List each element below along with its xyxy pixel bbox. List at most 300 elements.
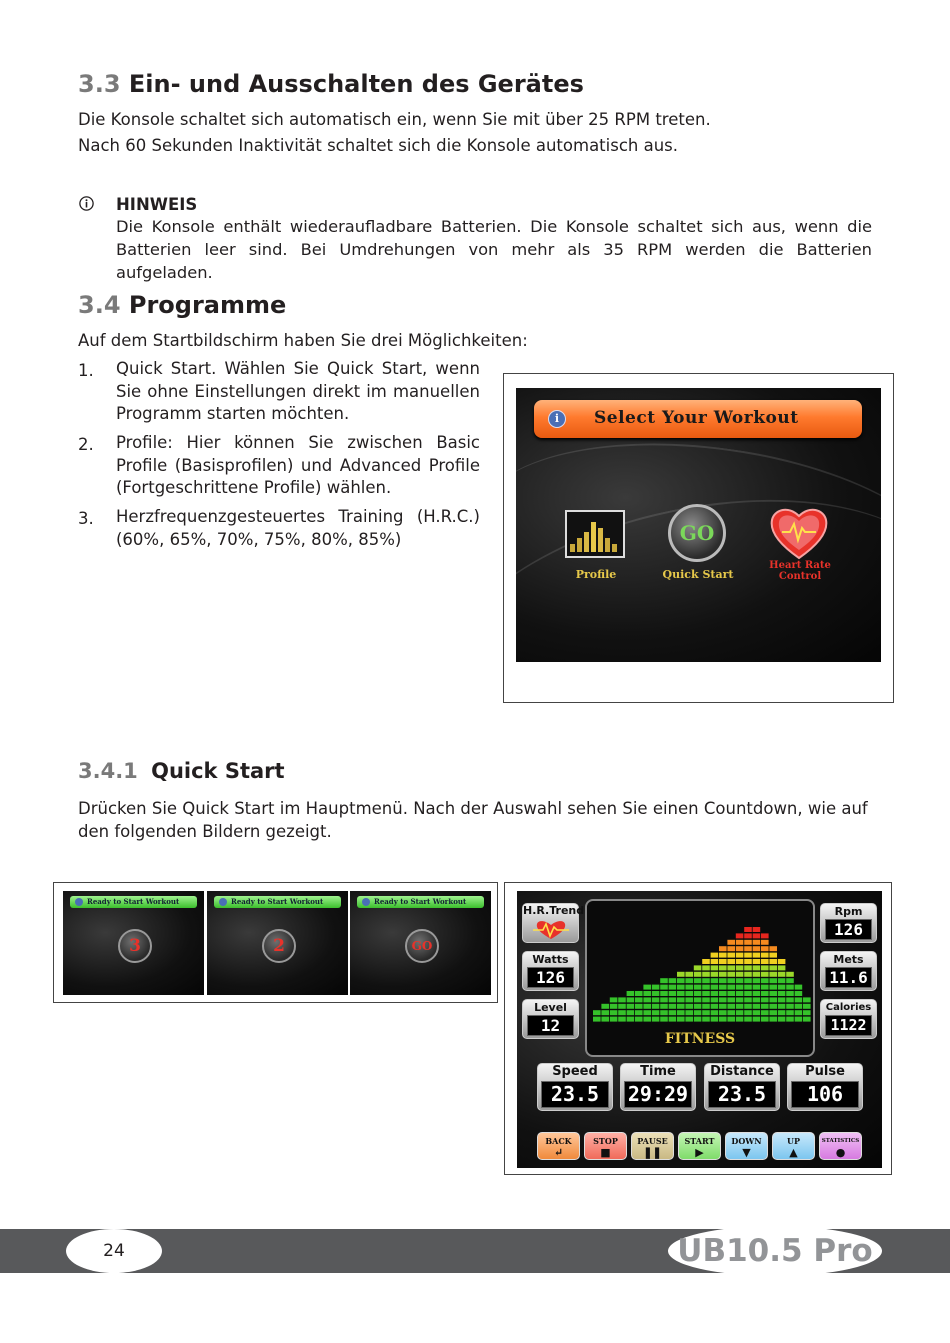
countdown-value: GO (405, 929, 439, 963)
profile-bar-segment (778, 1010, 786, 1015)
profile-bar-segment (761, 1017, 769, 1022)
profile-bar-segment (795, 997, 803, 1002)
mets-panel (820, 951, 877, 991)
profile-bar-segment (669, 991, 677, 996)
profile-bar-graph (587, 901, 813, 1029)
profile-bar-segment (660, 978, 668, 983)
profile-bar-segment (795, 991, 803, 996)
heart-icon (770, 506, 828, 564)
speed-label: Speed (537, 1063, 613, 1111)
countdown-value: 3 (118, 929, 152, 963)
ready-bar (70, 896, 197, 908)
profile-bar-segment (736, 978, 744, 983)
profile-bar-segment (778, 972, 786, 977)
start-label: START (684, 1136, 715, 1146)
watts-label: Watts (522, 951, 579, 991)
time-label: Time (620, 1063, 696, 1111)
profile-bar-segment (769, 1017, 777, 1022)
profile-bar-segment (786, 997, 794, 1002)
section-text: Drücken Sie Quick Start im Hauptmenü. Nach der Auswahl sehen Sie einen Countdown, wie auf den folgenden Bildern gezeigt. (78, 799, 868, 841)
profile-bar-segment (786, 1004, 794, 1009)
statistics-button[interactable] (819, 1132, 862, 1160)
page-number: 24 (103, 1241, 125, 1261)
profile-bar-segment (744, 965, 752, 970)
profile-bar-segment (803, 1017, 811, 1022)
distance-value: 23.5 (708, 1081, 776, 1108)
profile-bar-segment (694, 997, 702, 1002)
program-list (78, 358, 480, 558)
header-bar (534, 400, 862, 438)
profile-bar-segment (618, 1010, 626, 1015)
profile-bar-segment (627, 1017, 635, 1022)
profile-bar-segment (727, 959, 735, 964)
profile-bar-segment (652, 1017, 660, 1022)
profile-bar-segment (677, 1010, 685, 1015)
profile-option[interactable] (564, 508, 628, 586)
section-title: Quick Start (151, 759, 285, 783)
profile-bar-segment (744, 972, 752, 977)
profile-bar-segment (660, 997, 668, 1002)
profile-bar-segment (635, 1017, 643, 1022)
profile-bar-segment (736, 1004, 744, 1009)
profile-bar-segment (669, 978, 677, 983)
profile-bar-segment (736, 972, 744, 977)
profile-bar-segment (593, 1010, 601, 1015)
countdown-screen (350, 891, 491, 995)
profile-bar-segment (685, 1017, 693, 1022)
section-number: 3.4.1 (78, 759, 138, 783)
profile-bar-segment (786, 1010, 794, 1015)
profile-bar-segment (761, 1010, 769, 1015)
bar-chart-icon (565, 510, 625, 558)
distance-panel (704, 1063, 780, 1111)
profile-bar-segment (643, 1004, 651, 1009)
profile-bar-segment (702, 972, 710, 977)
level-panel (522, 999, 579, 1039)
profile-bar-segment (694, 991, 702, 996)
profile-bar-segment (761, 972, 769, 977)
profile-bar-segment (761, 953, 769, 958)
profile-bar-segment (635, 997, 643, 1002)
list-number: 3. (78, 509, 94, 528)
workout-screen (516, 388, 881, 662)
profile-bar-segment (744, 953, 752, 958)
profile-bar-segment (736, 985, 744, 990)
profile-bar-segment (753, 1004, 761, 1009)
up-label: UP (787, 1136, 800, 1146)
quick-start-label: Quick Start (662, 568, 734, 581)
profile-bar-segment (795, 1010, 803, 1015)
down-button[interactable] (725, 1132, 768, 1160)
profile-bar-segment (727, 972, 735, 977)
profile-bar-segment (736, 997, 744, 1002)
profile-bar-segment (702, 1010, 710, 1015)
profile-bar-segment (635, 1010, 643, 1015)
rpm-value: 126 (825, 919, 872, 940)
profile-bar-segment (753, 940, 761, 945)
watts-value: 126 (527, 967, 574, 988)
profile-bar-segment (736, 933, 744, 938)
profile-bar-segment (711, 965, 719, 970)
profile-bar-segment (744, 1010, 752, 1015)
stop-button[interactable] (584, 1132, 627, 1160)
note-text: Die Konsole enthält wiederaufladbare Batterien. Die Konsole schaltet sich aus, wenn die Batterien leer sind. Bei Umdrehungen von mehr als 35 RPM werden die Batterien aufgeladen. (116, 217, 872, 282)
profile-bar-segment (736, 953, 744, 958)
profile-bar-segment (669, 997, 677, 1002)
ready-text: Ready to Start Workout (231, 897, 324, 906)
profile-bar-segment (769, 997, 777, 1002)
profile-bar-segment (727, 965, 735, 970)
paragraph: Nach 60 Sekunden Inaktivität schaltet sich die Konsole automatisch aus. (78, 136, 679, 155)
profile-bar-segment (694, 978, 702, 983)
profile-bar-segment (618, 1004, 626, 1009)
profile-bar-segment (643, 997, 651, 1002)
profile-bar-segment (753, 1017, 761, 1022)
profile-bar-segment (702, 991, 710, 996)
profile-bar-segment (744, 959, 752, 964)
heart-rate-control-option[interactable] (758, 506, 842, 586)
profile-bar-segment (761, 933, 769, 938)
watts-panel (522, 951, 579, 991)
profile-bar-segment (652, 1004, 660, 1009)
profile-bar-segment (727, 946, 735, 951)
profile-bar-segment (727, 1017, 735, 1022)
countdown-screen (207, 891, 348, 995)
profile-bar-segment (610, 997, 618, 1002)
profile-bar-segment (711, 978, 719, 983)
note-heading: HINWEIS (116, 195, 198, 214)
profile-bar-segment (786, 978, 794, 983)
pulse-label: Pulse (787, 1063, 863, 1111)
back-button[interactable] (537, 1132, 580, 1160)
stop-label: STOP (593, 1136, 618, 1146)
profile-bar-segment (778, 997, 786, 1002)
profile-bar-segment (652, 997, 660, 1002)
profile-bar-segment (669, 1004, 677, 1009)
paragraph: Die Konsole schaltet sich automatisch ein, wenn Sie mit über 25 RPM treten. (78, 110, 711, 129)
profile-bar-segment (803, 1010, 811, 1015)
program-name: FITNESS (664, 1031, 736, 1047)
statistics-icon: ● (835, 1146, 846, 1159)
profile-bar-segment (711, 985, 719, 990)
heart-rate-icon (531, 920, 571, 943)
profile-bar-segment (719, 965, 727, 970)
profile-bar-segment (778, 959, 786, 964)
profile-bar-segment (727, 1004, 735, 1009)
profile-bar-segment (711, 972, 719, 977)
heart-rate-control-label: Heart Rate Control (769, 560, 831, 582)
list-text: Profile: Hier können Sie zwischen Basic Profile (Basisprofilen) und Advanced Profile (Fortgeschrittene Profile) wählen. (116, 433, 480, 497)
countdown-frame (53, 882, 498, 1003)
profile-bar-segment (761, 946, 769, 951)
calories-label: Calories (820, 999, 877, 1039)
up-button[interactable] (772, 1132, 815, 1160)
workout-screen-frame (503, 373, 894, 703)
profile-bar-segment (761, 1004, 769, 1009)
profile-bar-segment (601, 1017, 609, 1022)
profile-display (585, 899, 815, 1057)
profile-bar-segment (744, 991, 752, 996)
level-value: 12 (527, 1015, 574, 1036)
profile-bar-segment (652, 985, 660, 990)
section-3-4-heading (78, 291, 286, 319)
profile-bar-segment (635, 1004, 643, 1009)
pause-button[interactable] (631, 1132, 674, 1160)
profile-bar-segment (736, 1017, 744, 1022)
profile-bar-segment (744, 940, 752, 945)
profile-bar-segment (610, 1017, 618, 1022)
countdown-value: 2 (262, 929, 296, 963)
profile-bar-segment (753, 997, 761, 1002)
section-number: 3.4 (78, 291, 121, 319)
dashboard-screen (517, 891, 882, 1168)
profile-bar-segment (744, 1004, 752, 1009)
info-icon (75, 898, 83, 906)
list-number: 2. (78, 435, 94, 454)
back-arrow-icon: ↵ (553, 1146, 564, 1159)
profile-bar-segment (677, 1004, 685, 1009)
profile-bar-segment (719, 997, 727, 1002)
profile-bar-segment (761, 991, 769, 996)
mets-label: Mets (820, 951, 877, 991)
profile-bar-segment (778, 1017, 786, 1022)
quick-start-option[interactable] (656, 502, 740, 586)
profile-bar-segment (719, 991, 727, 996)
profile-bar-segment (753, 991, 761, 996)
profile-bar-segment (803, 1004, 811, 1009)
profile-bar-segment (694, 1004, 702, 1009)
profile-bar-segment (652, 991, 660, 996)
profile-bar-segment (711, 959, 719, 964)
profile-bar-segment (736, 991, 744, 996)
list-text: Quick Start. Wählen Sie Quick Start, wenn Sie ohne Einstellungen direkt im manuellen Programm starten möchten. (116, 359, 480, 423)
profile-bar-segment (685, 997, 693, 1002)
level-label: Level (522, 999, 579, 1039)
profile-bar-segment (643, 1017, 651, 1022)
profile-bar-segment (677, 997, 685, 1002)
section-title: Programme (128, 291, 287, 319)
go-button-icon: GO (668, 504, 726, 562)
profile-bar-segment (769, 946, 777, 951)
profile-bar-segment (694, 965, 702, 970)
down-arrow-icon: ▼ (742, 1146, 751, 1159)
profile-bar-segment (753, 953, 761, 958)
profile-bar-segment (702, 997, 710, 1002)
profile-bar-segment (769, 959, 777, 964)
ready-bar (357, 896, 484, 908)
calories-panel (820, 999, 877, 1039)
profile-bar-segment (769, 985, 777, 990)
ready-text: Ready to Start Workout (374, 897, 467, 906)
hr-trend-panel (522, 903, 585, 943)
model-badge (668, 1226, 882, 1276)
profile-bar-segment (786, 1017, 794, 1022)
speed-panel (537, 1063, 613, 1111)
down-label: DOWN (731, 1136, 762, 1146)
profile-bar-segment (769, 965, 777, 970)
profile-bar-segment (610, 1010, 618, 1015)
profile-bar-segment (761, 959, 769, 964)
profile-bar-segment (694, 972, 702, 977)
dashboard-frame (504, 882, 892, 1175)
profile-bar-segment (719, 985, 727, 990)
profile-bar-segment (677, 1017, 685, 1022)
profile-bar-segment (769, 978, 777, 983)
profile-bar-segment (610, 1004, 618, 1009)
section-3-3-heading (78, 70, 584, 98)
profile-bar-segment (601, 1010, 609, 1015)
profile-bar-segment (685, 1004, 693, 1009)
profile-bar-segment (736, 959, 744, 964)
profile-bar-segment (769, 1010, 777, 1015)
section-intro: Auf dem Startbildschirm haben Sie drei Möglichkeiten: (78, 331, 528, 350)
profile-bar-segment (669, 985, 677, 990)
profile-bar-segment (744, 946, 752, 951)
profile-bar-segment (727, 991, 735, 996)
pulse-panel (787, 1063, 863, 1111)
profile-bar-segment (677, 991, 685, 996)
list-number: 1. (78, 361, 94, 380)
profile-bar-segment (719, 946, 727, 951)
header-title: Select Your Workout (594, 408, 799, 428)
back-label: BACK (545, 1136, 572, 1146)
profile-bar-segment (702, 965, 710, 970)
profile-bar-segment (702, 978, 710, 983)
profile-bar-segment (753, 965, 761, 970)
rpm-panel (820, 903, 877, 943)
profile-bar-segment (627, 1004, 635, 1009)
info-icon (219, 898, 227, 906)
start-button[interactable] (678, 1132, 721, 1160)
profile-bar-segment (669, 1017, 677, 1022)
profile-bar-segment (719, 972, 727, 977)
profile-bar-segment (727, 940, 735, 945)
profile-bar-segment (711, 1004, 719, 1009)
profile-bar-segment (660, 985, 668, 990)
rpm-label: Rpm (820, 903, 877, 943)
speed-value: 23.5 (541, 1081, 609, 1108)
profile-bar-segment (702, 1004, 710, 1009)
profile-bar-segment (702, 985, 710, 990)
profile-bar-segment (627, 997, 635, 1002)
profile-bar-segment (694, 1010, 702, 1015)
profile-bar-segment (795, 1004, 803, 1009)
profile-bar-segment (769, 991, 777, 996)
profile-bar-segment (711, 1017, 719, 1022)
profile-bar-segment (761, 997, 769, 1002)
profile-bar-segment (769, 1004, 777, 1009)
profile-bar-segment (744, 978, 752, 983)
profile-bar-segment (685, 978, 693, 983)
profile-bar-segment (627, 991, 635, 996)
profile-bar-segment (744, 927, 752, 932)
profile-bar-segment (643, 991, 651, 996)
profile-bar-segment (685, 972, 693, 977)
profile-bar-segment (669, 1010, 677, 1015)
control-buttons (537, 1132, 867, 1162)
profile-bar-segment (761, 940, 769, 945)
profile-bar-segment (643, 985, 651, 990)
distance-label: Distance (704, 1063, 780, 1111)
section-number: 3.3 (78, 70, 121, 98)
profile-bar-segment (753, 1010, 761, 1015)
profile-bar-segment (786, 991, 794, 996)
profile-bar-segment (761, 978, 769, 983)
info-icon: i (548, 410, 566, 428)
profile-bar-segment (753, 972, 761, 977)
profile-bar-segment (744, 997, 752, 1002)
profile-bar-segment (711, 997, 719, 1002)
info-icon (79, 196, 94, 211)
profile-bar-segment (727, 953, 735, 958)
profile-bar-segment (685, 991, 693, 996)
profile-bar-segment (778, 965, 786, 970)
profile-bar-segment (601, 1004, 609, 1009)
section-3-4-1-heading (78, 759, 285, 783)
profile-bar-segment (803, 997, 811, 1002)
profile-bar-segment (711, 953, 719, 958)
profile-bar-segment (719, 953, 727, 958)
profile-bar-segment (786, 972, 794, 977)
profile-bar-segment (736, 940, 744, 945)
calories-value: 1122 (825, 1015, 872, 1036)
ready-bar (214, 896, 341, 908)
profile-bar-segment (593, 1017, 601, 1022)
info-icon (362, 898, 370, 906)
page-number-badge (66, 1229, 162, 1273)
profile-bar-segment (719, 1017, 727, 1022)
pause-icon: ❚❚ (643, 1146, 662, 1159)
profile-bar-segment (761, 965, 769, 970)
profile-bar-segment (635, 991, 643, 996)
profile-bar-segment (618, 997, 626, 1002)
play-icon: ▶ (695, 1146, 704, 1159)
profile-bar-segment (660, 1017, 668, 1022)
profile-bar-segment (753, 933, 761, 938)
ready-text: Ready to Start Workout (87, 897, 180, 906)
pause-label: PAUSE (637, 1136, 668, 1146)
profile-bar-segment (795, 985, 803, 990)
mets-value: 11.6 (825, 967, 872, 988)
profile-bar-segment (753, 927, 761, 932)
profile-bar-segment (753, 959, 761, 964)
profile-bar-segment (753, 946, 761, 951)
profile-bar-segment (744, 933, 752, 938)
list-text: Herzfrequenzgesteuertes Training (H.R.C.) (60%, 65%, 70%, 75%, 80%, 85%) (116, 507, 480, 549)
profile-bar-segment (727, 997, 735, 1002)
profile-bar-segment (736, 1010, 744, 1015)
profile-bar-segment (643, 1010, 651, 1015)
profile-bar-segment (778, 991, 786, 996)
time-value: 29:29 (624, 1081, 692, 1108)
profile-bar-segment (753, 985, 761, 990)
section-title: Ein- und Ausschalten des Gerätes (128, 70, 584, 98)
profile-bar-segment (778, 1004, 786, 1009)
profile-bar-segment (761, 985, 769, 990)
profile-bar-segment (694, 1017, 702, 1022)
profile-bar-segment (769, 953, 777, 958)
profile-bar-segment (744, 985, 752, 990)
profile-bar-segment (786, 985, 794, 990)
profile-bar-segment (744, 1017, 752, 1022)
profile-bar-segment (677, 972, 685, 977)
profile-bar-segment (753, 978, 761, 983)
countdown-screen (63, 891, 204, 995)
profile-bar-segment (727, 985, 735, 990)
profile-bar-segment (660, 1010, 668, 1015)
profile-bar-segment (652, 1010, 660, 1015)
profile-bar-segment (719, 959, 727, 964)
